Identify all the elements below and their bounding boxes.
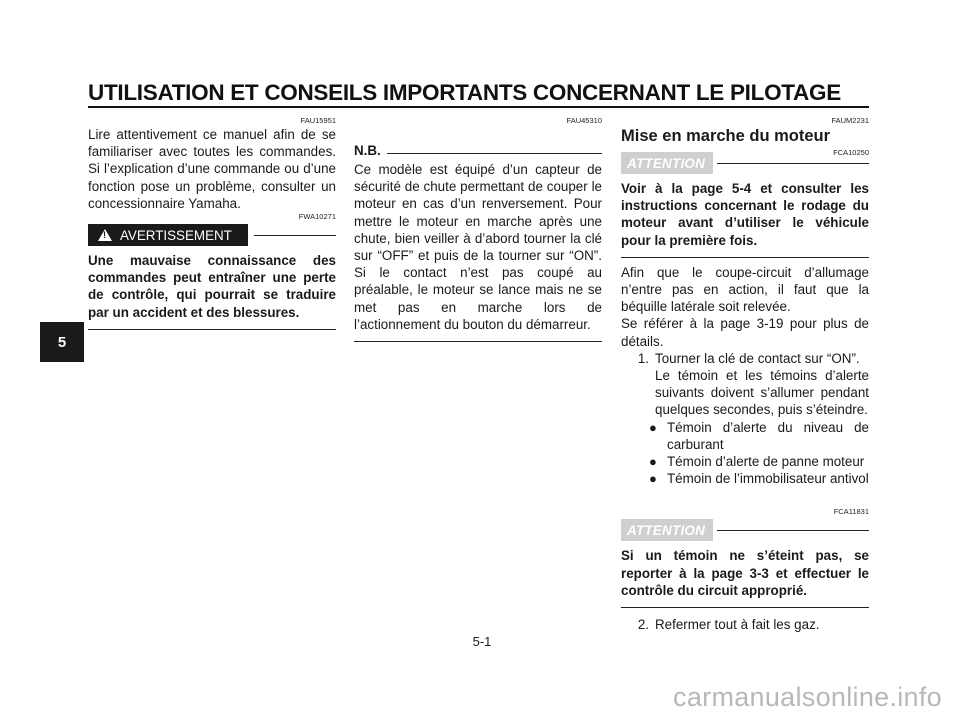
column-2 <box>354 116 602 342</box>
nb-header <box>354 140 602 158</box>
nb-end-rule <box>354 341 602 342</box>
attention-code: FCA10250 <box>833 148 869 157</box>
step-1-detail <box>621 367 869 419</box>
section-code: FAU45310 <box>566 116 602 125</box>
list-item <box>621 453 869 470</box>
warning-code: FWA10271 <box>298 212 336 222</box>
warning-text: Une mauvaise connaissance des commandes peut entraîner une perte de contrôle, qui pourrait se traduire par un accident et des blessures. <box>88 253 336 320</box>
warning-triangle-icon <box>98 229 112 241</box>
attention-badge: ATTENTION <box>621 152 713 174</box>
attention-header <box>621 518 869 542</box>
list-item-text: Témoin de l’immobilisateur antivol <box>667 471 869 487</box>
warning-end-rule <box>88 329 336 330</box>
bullet-icon: ● <box>649 419 657 435</box>
column-3 <box>621 116 869 633</box>
attention-end-rule <box>621 607 869 608</box>
step-text: Tourner la clé de contact sur “ON”. <box>655 350 860 366</box>
warning-label: AVERTISSEMENT <box>120 227 232 243</box>
attention-badge: ATTENTION <box>621 519 713 541</box>
list-item <box>621 470 869 487</box>
attention-rule <box>717 530 869 531</box>
warning-header <box>88 223 336 247</box>
section-title: Mise en marche du moteur <box>621 127 831 145</box>
intro-paragraph: Lire attentivement ce manuel afin de se familiariser avec toutes les commandes. Si l’explication d’une commande ou d’une fonction pose un problème, consulter un concessionnaire Yamaha. <box>88 127 336 211</box>
attention-text: Voir à la page 5-4 et consulter les instructions concernant le rodage du moteur avant d’utiliser le véhicule pour la première fois. <box>621 181 869 248</box>
step-detail-text: Le témoin et les témoins d’alerte suivants doivent s’allumer pendant quelques secondes, puis s’éteindre. <box>655 368 869 418</box>
watermark[interactable]: carmanualsonline.info <box>673 682 942 712</box>
bullet-icon: ● <box>649 471 657 487</box>
title-rule <box>88 106 869 108</box>
step-2 <box>621 616 869 633</box>
section-header <box>621 126 869 157</box>
attention-end-rule <box>621 257 869 258</box>
section-code: FAUM2231 <box>831 116 869 125</box>
page-number: 5-1 <box>472 634 492 649</box>
step-number: 2. <box>637 617 649 633</box>
list-item <box>621 419 869 453</box>
step-number: 1. <box>637 350 649 366</box>
list-item-text: Témoin d’alerte du niveau de carburant <box>667 419 869 452</box>
warning-rule <box>254 235 336 236</box>
bullet-icon: ● <box>649 454 657 470</box>
nb-text: Ce modèle est équipé d’un capteur de sécurité de chute permettant de couper le moteur en cas d’un renversement. Pour mettre le moteur en marche après une chute, bien veiller à d’abord tourner la clé sur “OFF” et puis de la tourner sur “ON”. Si le contact n’est pas coupé au préalable, le moteur se lance mais ne se met pas en marche lors de l’actionnement du bouton du démarreur. <box>354 162 602 332</box>
warning-badge <box>88 224 248 246</box>
chapter-tab[interactable]: 5 <box>40 322 84 362</box>
kickstand-paragraph: Afin que le coupe-circuit d’allumage n’entre pas en action, il faut que la béquille latérale soit relevée. <box>621 264 869 315</box>
step-1 <box>621 350 869 367</box>
attention-code: FCA11831 <box>833 507 869 517</box>
section-code: FAU15951 <box>300 116 336 125</box>
page-title: UTILISATION ET CONSEILS IMPORTANTS CONCERNANT LE PILOTAGE <box>88 80 841 105</box>
attention-rule <box>717 163 869 164</box>
nb-label: N.B. <box>354 143 381 158</box>
attention-header <box>621 151 869 175</box>
nb-rule <box>387 153 602 154</box>
list-item-text: Témoin d’alerte de panne moteur <box>667 454 865 470</box>
column-1 <box>88 116 336 330</box>
step-text: Refermer tout à fait les gaz. <box>655 617 820 633</box>
reference-paragraph: Se référer à la page 3-19 pour plus de détails. <box>621 316 869 349</box>
attention-text: Si un témoin ne s’éteint pas, se reporter à la page 3-3 et effectuer le contrôle du circuit approprié. <box>621 548 869 598</box>
